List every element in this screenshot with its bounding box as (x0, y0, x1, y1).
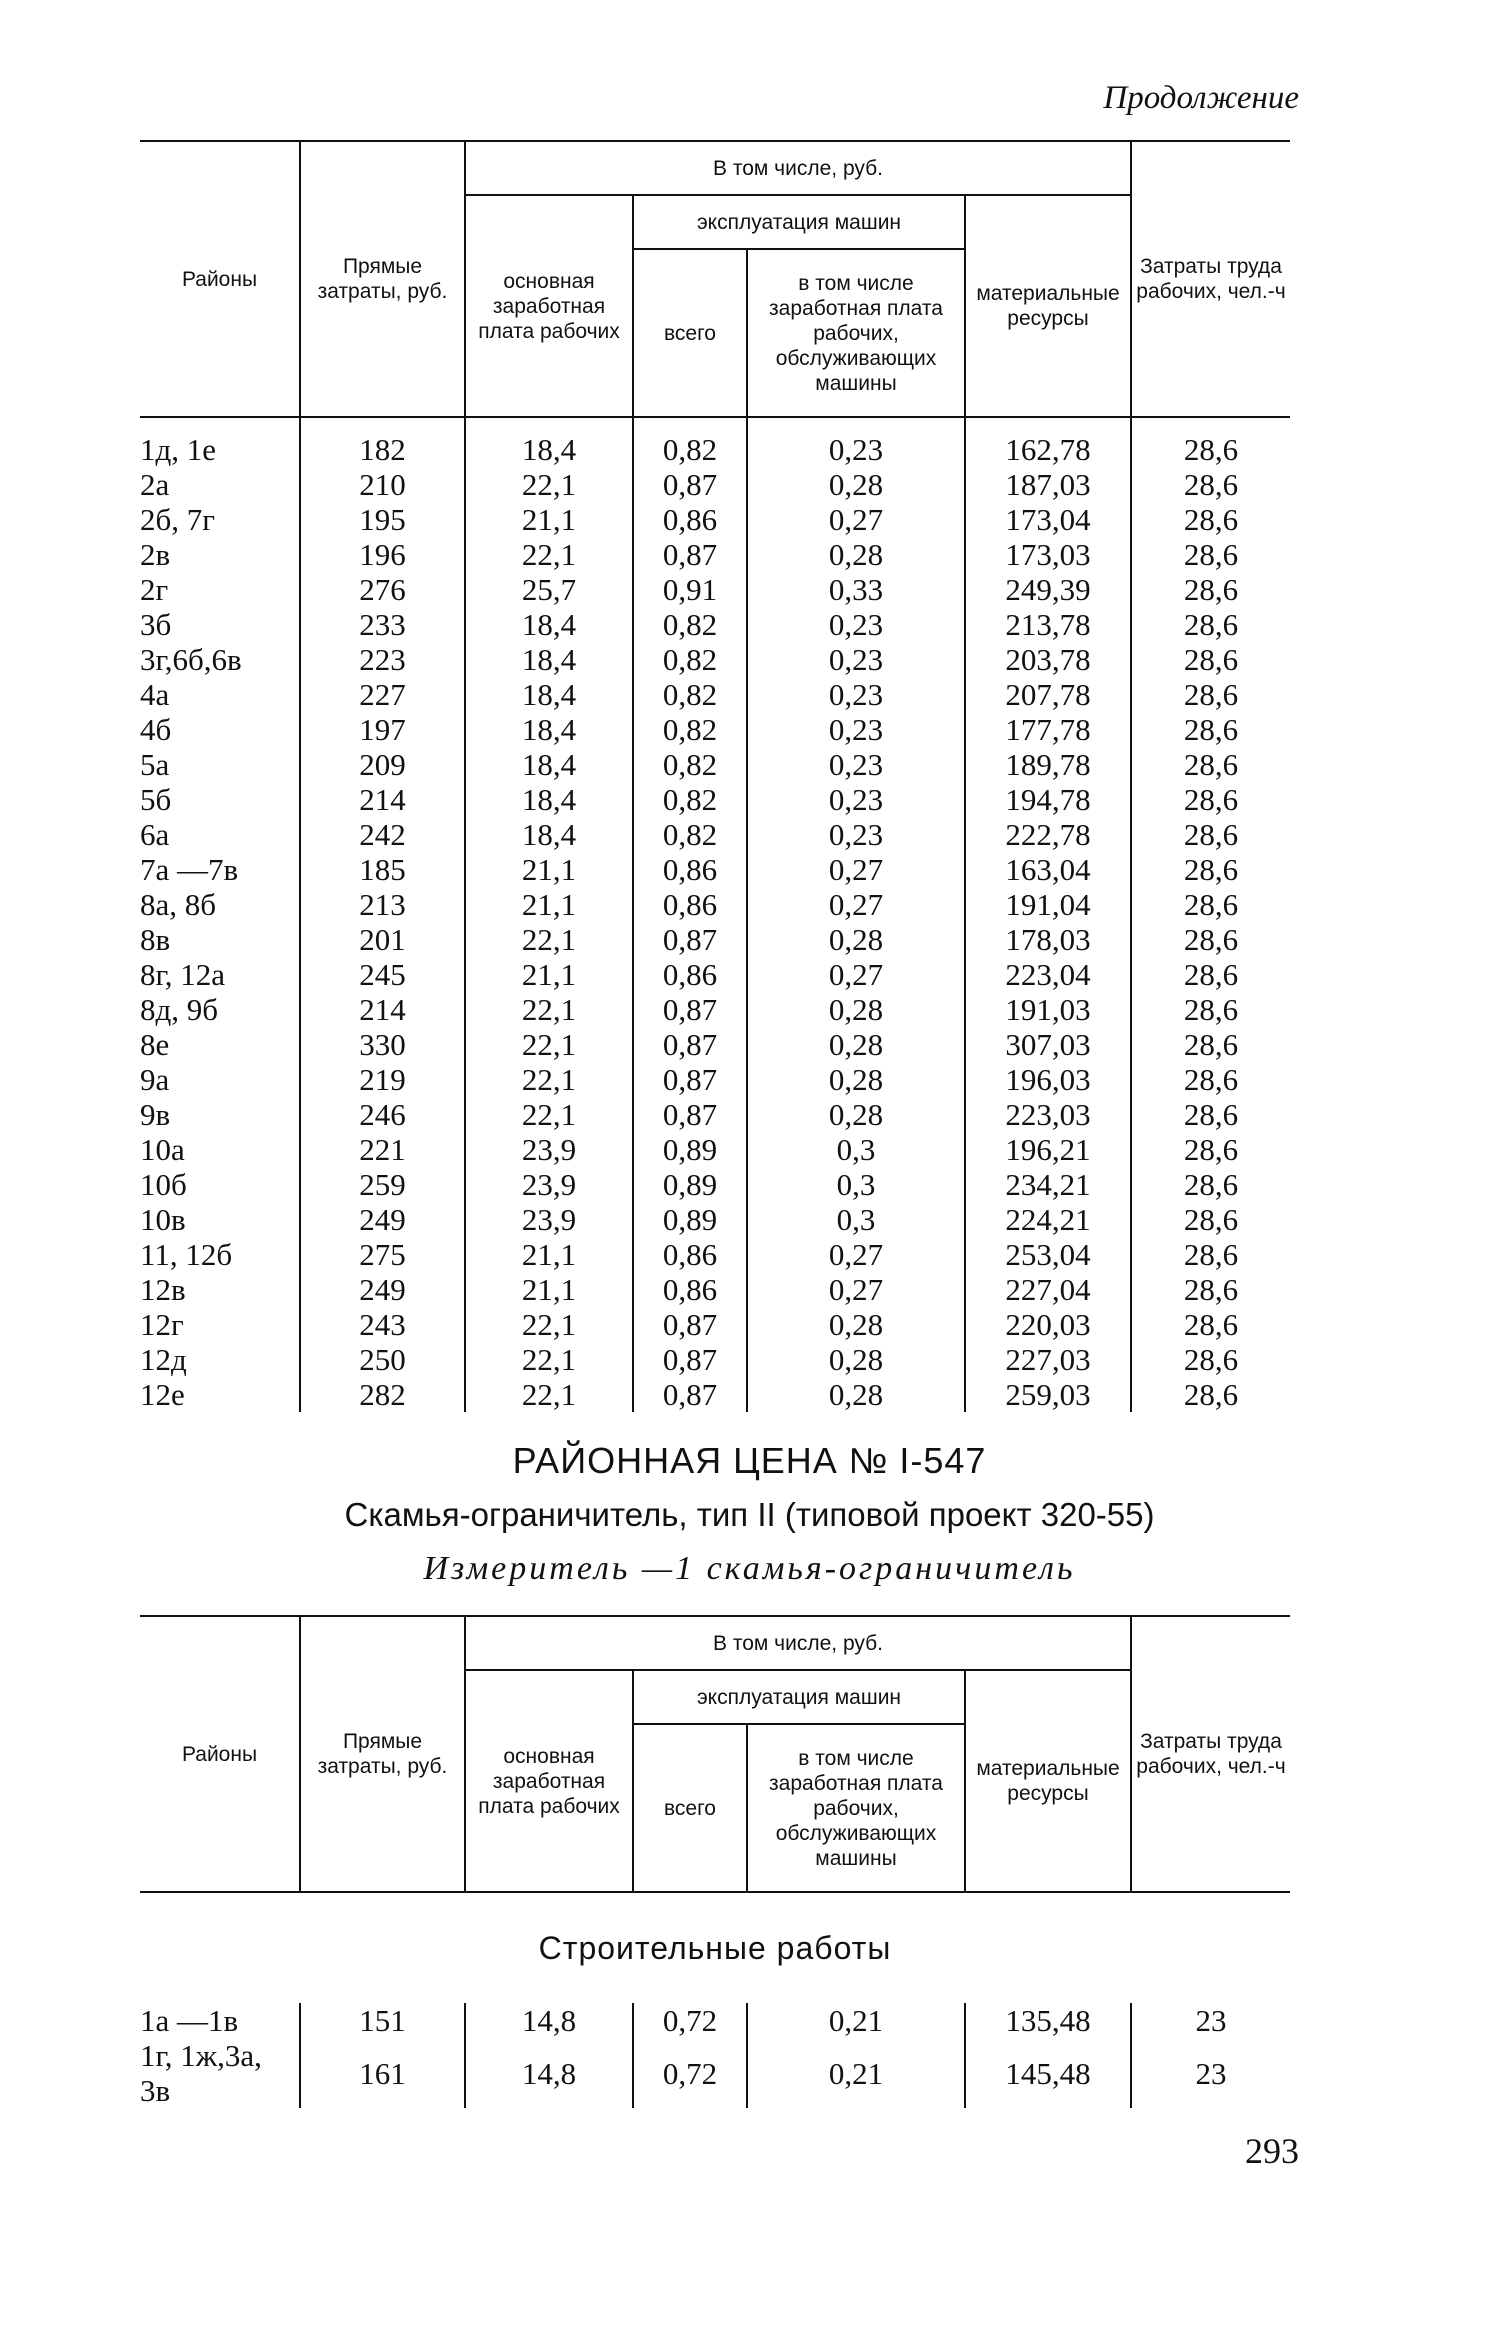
cell-materials: 220,03 (965, 1307, 1131, 1342)
cell-district: 4а (140, 677, 170, 712)
cell-operator-wage: 0,23 (747, 642, 965, 677)
cell-materials: 173,04 (965, 502, 1131, 537)
cell-district: 1д, 1е (140, 432, 217, 467)
cell-direct-costs: 214 (300, 782, 465, 817)
table-row (140, 677, 1290, 712)
cell-district: 12е (140, 1377, 185, 1412)
header-base-wage: основная заработная плата рабочих (465, 195, 633, 417)
cell-machine-total: 0,87 (633, 1062, 747, 1097)
cell-operator-wage: 0,33 (747, 572, 965, 607)
cell-direct-costs: 330 (300, 1027, 465, 1062)
table-row (140, 922, 1290, 957)
cell-district: 12в (140, 1272, 186, 1307)
cell-machine-total: 0,87 (633, 992, 747, 1027)
cell-materials: 194,78 (965, 782, 1131, 817)
cell-base-wage: 22,1 (465, 1027, 633, 1062)
cell-operator-wage: 0,28 (747, 1027, 965, 1062)
cell-materials: 224,21 (965, 1202, 1131, 1237)
table-row (140, 887, 1290, 922)
cell-labor: 28,6 (1131, 1097, 1290, 1132)
cell-labor: 28,6 (1131, 887, 1290, 922)
cell-labor: 28,6 (1131, 502, 1290, 537)
cell-labor: 28,6 (1131, 467, 1290, 502)
header-operator-wage: в том числе заработная плата рабочих, обслуживающих машины (747, 1724, 965, 1892)
cell-base-wage: 14,8 (465, 2003, 633, 2038)
header-total: всего (633, 1724, 747, 1892)
cell-labor: 28,6 (1131, 1377, 1290, 1412)
header-base-wage: основная заработная плата рабочих (465, 1670, 633, 1892)
cell-base-wage: 14,8 (465, 2038, 633, 2108)
cell-materials: 234,21 (965, 1167, 1131, 1202)
cell-district: 9в (140, 1097, 171, 1132)
cell-district: 1г, 1ж,3а, 3в (140, 2038, 262, 2108)
cell-direct-costs: 151 (300, 2003, 465, 2038)
cell-labor: 28,6 (1131, 817, 1290, 852)
table-row (140, 782, 1290, 817)
cell-direct-costs: 282 (300, 1377, 465, 1412)
measure-unit: Измеритель —1 скамья-ограничитель (423, 1550, 1076, 1587)
cell-materials: 207,78 (965, 677, 1131, 712)
cell-labor: 28,6 (1131, 1167, 1290, 1202)
cell-direct-costs: 223 (300, 642, 465, 677)
table-row (140, 992, 1290, 1027)
cell-direct-costs: 233 (300, 607, 465, 642)
table-row (140, 1237, 1290, 1272)
cell-labor: 28,6 (1131, 607, 1290, 642)
cell-machine-total: 0,86 (633, 1237, 747, 1272)
cell-labor: 28,6 (1131, 1027, 1290, 1062)
cell-base-wage: 21,1 (465, 1272, 633, 1307)
table-row (140, 852, 1290, 887)
header-districts: Районы (140, 141, 300, 417)
price-table-i547 (140, 1615, 1290, 2108)
cell-base-wage: 21,1 (465, 957, 633, 992)
cell-direct-costs: 214 (300, 992, 465, 1027)
cell-base-wage: 22,1 (465, 1062, 633, 1097)
cell-labor: 28,6 (1131, 537, 1290, 572)
cell-labor: 28,6 (1131, 852, 1290, 887)
cell-direct-costs: 182 (300, 432, 465, 467)
cell-operator-wage: 0,28 (747, 1377, 965, 1412)
table-row (140, 607, 1290, 642)
cell-labor: 28,6 (1131, 572, 1290, 607)
cell-machine-total: 0,86 (633, 1272, 747, 1307)
cell-machine-total: 0,82 (633, 747, 747, 782)
cell-operator-wage: 0,23 (747, 607, 965, 642)
cell-machine-total: 0,86 (633, 502, 747, 537)
cell-machine-total: 0,82 (633, 642, 747, 677)
header-labor: Затраты труда рабочих, чел.-ч (1131, 1616, 1290, 1892)
cell-district: 3г,6б,6в (140, 642, 242, 677)
table-row (140, 1132, 1290, 1167)
table-row (140, 642, 1290, 677)
cell-district: 8е (140, 1027, 170, 1062)
cell-direct-costs: 227 (300, 677, 465, 712)
cell-operator-wage: 0,28 (747, 537, 965, 572)
cell-materials: 249,39 (965, 572, 1131, 607)
cell-direct-costs: 276 (300, 572, 465, 607)
cell-district: 9а (140, 1062, 170, 1097)
cell-direct-costs: 242 (300, 817, 465, 852)
table-row (140, 1342, 1290, 1377)
cell-direct-costs: 210 (300, 467, 465, 502)
cell-direct-costs: 201 (300, 922, 465, 957)
cell-labor: 28,6 (1131, 432, 1290, 467)
cell-operator-wage: 0,23 (747, 677, 965, 712)
cell-district: 11, 12б (140, 1237, 233, 1272)
cell-materials: 177,78 (965, 712, 1131, 747)
cell-machine-total: 0,82 (633, 712, 747, 747)
header-materials: материальные ресурсы (965, 195, 1131, 417)
cell-operator-wage: 0,28 (747, 922, 965, 957)
cell-base-wage: 21,1 (465, 502, 633, 537)
cell-materials: 259,03 (965, 1377, 1131, 1412)
cell-machine-total: 0,86 (633, 957, 747, 992)
cell-labor: 28,6 (1131, 782, 1290, 817)
cell-direct-costs: 209 (300, 747, 465, 782)
cell-labor: 28,6 (1131, 922, 1290, 957)
cell-base-wage: 22,1 (465, 1307, 633, 1342)
cell-district: 6а (140, 817, 170, 852)
cell-materials: 227,04 (965, 1272, 1131, 1307)
cell-machine-total: 0,86 (633, 887, 747, 922)
cell-direct-costs: 259 (300, 1167, 465, 1202)
cell-operator-wage: 0,28 (747, 467, 965, 502)
table-row (140, 467, 1290, 502)
header-including: В том числе, руб. (465, 1616, 1131, 1670)
header-direct-costs: Прямые затраты, руб. (300, 141, 465, 417)
cell-machine-total: 0,87 (633, 1377, 747, 1412)
cell-machine-total: 0,91 (633, 572, 747, 607)
cell-labor: 28,6 (1131, 1237, 1290, 1272)
cell-materials: 187,03 (965, 467, 1131, 502)
cell-base-wage: 23,9 (465, 1132, 633, 1167)
cell-materials: 196,03 (965, 1062, 1131, 1097)
cell-direct-costs: 195 (300, 502, 465, 537)
cell-materials: 191,03 (965, 992, 1131, 1027)
table-row (140, 712, 1290, 747)
cell-district: 10а (140, 1132, 185, 1167)
table-row (140, 1167, 1290, 1202)
cell-operator-wage: 0,21 (747, 2003, 965, 2038)
cell-operator-wage: 0,28 (747, 1307, 965, 1342)
continued-label: Продолжение (1103, 80, 1299, 116)
cell-base-wage: 23,9 (465, 1202, 633, 1237)
cell-base-wage: 22,1 (465, 992, 633, 1027)
cell-machine-total: 0,82 (633, 677, 747, 712)
cell-base-wage: 18,4 (465, 817, 633, 852)
cell-base-wage: 18,4 (465, 747, 633, 782)
header-total: всего (633, 249, 747, 417)
cell-operator-wage: 0,27 (747, 852, 965, 887)
cell-direct-costs: 213 (300, 887, 465, 922)
page-number: 293 (1245, 2131, 1299, 2171)
cell-district: 8в (140, 922, 171, 957)
header-including: В том числе, руб. (465, 141, 1131, 195)
cell-machine-total: 0,87 (633, 922, 747, 957)
table-row (140, 1202, 1290, 1237)
header-labor: Затраты труда рабочих, чел.-ч (1131, 141, 1290, 417)
cell-operator-wage: 0,23 (747, 782, 965, 817)
cell-district: 12д (140, 1342, 187, 1377)
cell-operator-wage: 0,28 (747, 992, 965, 1027)
cell-direct-costs: 219 (300, 1062, 465, 1097)
cell-base-wage: 22,1 (465, 1097, 633, 1132)
cell-labor: 28,6 (1131, 1307, 1290, 1342)
table-row (140, 2038, 1290, 2108)
cell-labor: 28,6 (1131, 1062, 1290, 1097)
cell-direct-costs: 196 (300, 537, 465, 572)
table-row (140, 1307, 1290, 1342)
cell-machine-total: 0,82 (633, 817, 747, 852)
cell-machine-total: 0,87 (633, 1342, 747, 1377)
cell-base-wage: 21,1 (465, 887, 633, 922)
table-row (140, 2003, 1290, 2038)
cell-district: 8а, 8б (140, 887, 217, 922)
cell-machine-total: 0,87 (633, 1097, 747, 1132)
table-row (140, 537, 1290, 572)
cell-materials: 135,48 (965, 2003, 1131, 2038)
cell-direct-costs: 243 (300, 1307, 465, 1342)
cell-district: 8д, 9б (140, 992, 219, 1027)
cell-operator-wage: 0,23 (747, 817, 965, 852)
cell-labor: 28,6 (1131, 712, 1290, 747)
table-row (140, 1272, 1290, 1307)
cell-district: 5а (140, 747, 170, 782)
cell-materials: 223,04 (965, 957, 1131, 992)
table-row (140, 432, 1290, 467)
cell-machine-total: 0,89 (633, 1167, 747, 1202)
cell-machine-total: 0,87 (633, 537, 747, 572)
cell-materials: 178,03 (965, 922, 1131, 957)
cell-operator-wage: 0,27 (747, 1237, 965, 1272)
table-row (140, 1027, 1290, 1062)
cell-district: 2в (140, 537, 171, 572)
cell-machine-total: 0,87 (633, 1307, 747, 1342)
cell-machine-total: 0,72 (633, 2038, 747, 2108)
table-row (140, 502, 1290, 537)
cell-district: 12г (140, 1307, 184, 1342)
cell-district: 2а (140, 467, 170, 502)
cell-operator-wage: 0,27 (747, 887, 965, 922)
table-row (140, 1097, 1290, 1132)
cell-machine-total: 0,72 (633, 2003, 747, 2038)
cell-base-wage: 18,4 (465, 782, 633, 817)
cell-operator-wage: 0,3 (747, 1167, 965, 1202)
cell-direct-costs: 221 (300, 1132, 465, 1167)
section-title: Строительные работы (538, 1930, 892, 1966)
table-row (140, 1377, 1290, 1412)
cell-district: 1а —1в (140, 2003, 239, 2038)
cell-base-wage: 22,1 (465, 1342, 633, 1377)
cell-machine-total: 0,82 (633, 432, 747, 467)
cell-operator-wage: 0,28 (747, 1342, 965, 1377)
cell-base-wage: 22,1 (465, 467, 633, 502)
cell-machine-total: 0,89 (633, 1202, 747, 1237)
cell-direct-costs: 197 (300, 712, 465, 747)
table-row (140, 817, 1290, 852)
cell-base-wage: 18,4 (465, 607, 633, 642)
cell-materials: 145,48 (965, 2038, 1131, 2108)
header-machine-operation: эксплуатация машин (633, 1670, 965, 1724)
cell-materials: 173,03 (965, 537, 1131, 572)
cell-base-wage: 21,1 (465, 1237, 633, 1272)
cell-base-wage: 18,4 (465, 642, 633, 677)
cell-materials: 191,04 (965, 887, 1131, 922)
cell-labor: 28,6 (1131, 1132, 1290, 1167)
cell-district: 7а —7в (140, 852, 239, 887)
cell-direct-costs: 249 (300, 1202, 465, 1237)
cell-base-wage: 22,1 (465, 537, 633, 572)
cell-materials: 196,21 (965, 1132, 1131, 1167)
cell-machine-total: 0,87 (633, 1027, 747, 1062)
cell-operator-wage: 0,27 (747, 1272, 965, 1307)
cell-labor: 28,6 (1131, 1202, 1290, 1237)
cell-direct-costs: 250 (300, 1342, 465, 1377)
cell-materials: 163,04 (965, 852, 1131, 887)
cell-direct-costs: 161 (300, 2038, 465, 2108)
cell-materials: 307,03 (965, 1027, 1131, 1062)
table-row (140, 1062, 1290, 1097)
cell-machine-total: 0,86 (633, 852, 747, 887)
header-direct-costs: Прямые затраты, руб. (300, 1616, 465, 1892)
table-row (140, 747, 1290, 782)
cell-labor: 28,6 (1131, 992, 1290, 1027)
header-operator-wage: в том числе заработная плата рабочих, обслуживающих машины (747, 249, 965, 417)
cell-operator-wage: 0,23 (747, 432, 965, 467)
table-row (140, 957, 1290, 992)
cell-materials: 253,04 (965, 1237, 1131, 1272)
cell-direct-costs: 275 (300, 1237, 465, 1272)
cell-district: 10в (140, 1202, 186, 1237)
cell-operator-wage: 0,21 (747, 2038, 965, 2108)
cell-materials: 203,78 (965, 642, 1131, 677)
price-title: РАЙОННАЯ ЦЕНА № I-547 (512, 1440, 987, 1481)
cell-operator-wage: 0,23 (747, 712, 965, 747)
cell-district: 2б, 7г (140, 502, 215, 537)
cell-machine-total: 0,89 (633, 1132, 747, 1167)
cell-district: 4б (140, 712, 172, 747)
cell-district: 3б (140, 607, 172, 642)
cell-materials: 222,78 (965, 817, 1131, 852)
cell-district: 8г, 12а (140, 957, 225, 992)
cell-machine-total: 0,87 (633, 467, 747, 502)
cell-materials: 189,78 (965, 747, 1131, 782)
cell-materials: 227,03 (965, 1342, 1131, 1377)
cell-base-wage: 21,1 (465, 852, 633, 887)
cell-base-wage: 18,4 (465, 432, 633, 467)
price-table-continued (140, 140, 1290, 1412)
cell-labor: 28,6 (1131, 642, 1290, 677)
cell-base-wage: 25,7 (465, 572, 633, 607)
header-machine-operation: эксплуатация машин (633, 195, 965, 249)
cell-base-wage: 18,4 (465, 677, 633, 712)
cell-materials: 213,78 (965, 607, 1131, 642)
cell-labor: 28,6 (1131, 747, 1290, 782)
table-row (140, 572, 1290, 607)
cell-labor: 28,6 (1131, 1272, 1290, 1307)
cell-labor: 28,6 (1131, 1342, 1290, 1377)
cell-direct-costs: 245 (300, 957, 465, 992)
cell-base-wage: 23,9 (465, 1167, 633, 1202)
cell-operator-wage: 0,28 (747, 1062, 965, 1097)
cell-labor: 23 (1131, 2003, 1290, 2038)
cell-materials: 162,78 (965, 432, 1131, 467)
item-title: Скамья-ограничитель, тип II (типовой проект 320-55) (344, 1496, 1155, 1533)
header-districts: Районы (140, 1616, 300, 1892)
cell-materials: 223,03 (965, 1097, 1131, 1132)
cell-district: 2г (140, 572, 169, 607)
cell-direct-costs: 185 (300, 852, 465, 887)
cell-direct-costs: 246 (300, 1097, 465, 1132)
cell-operator-wage: 0,23 (747, 747, 965, 782)
cell-base-wage: 18,4 (465, 712, 633, 747)
cell-base-wage: 22,1 (465, 922, 633, 957)
cell-machine-total: 0,82 (633, 782, 747, 817)
cell-operator-wage: 0,27 (747, 502, 965, 537)
cell-operator-wage: 0,27 (747, 957, 965, 992)
cell-direct-costs: 249 (300, 1272, 465, 1307)
cell-district: 5б (140, 782, 172, 817)
cell-district: 10б (140, 1167, 187, 1202)
cell-machine-total: 0,82 (633, 607, 747, 642)
cell-labor: 28,6 (1131, 957, 1290, 992)
cell-labor: 23 (1131, 2038, 1290, 2108)
cell-labor: 28,6 (1131, 677, 1290, 712)
cell-base-wage: 22,1 (465, 1377, 633, 1412)
cell-operator-wage: 0,3 (747, 1132, 965, 1167)
cell-operator-wage: 0,3 (747, 1202, 965, 1237)
cell-operator-wage: 0,28 (747, 1097, 965, 1132)
header-materials: материальные ресурсы (965, 1670, 1131, 1892)
